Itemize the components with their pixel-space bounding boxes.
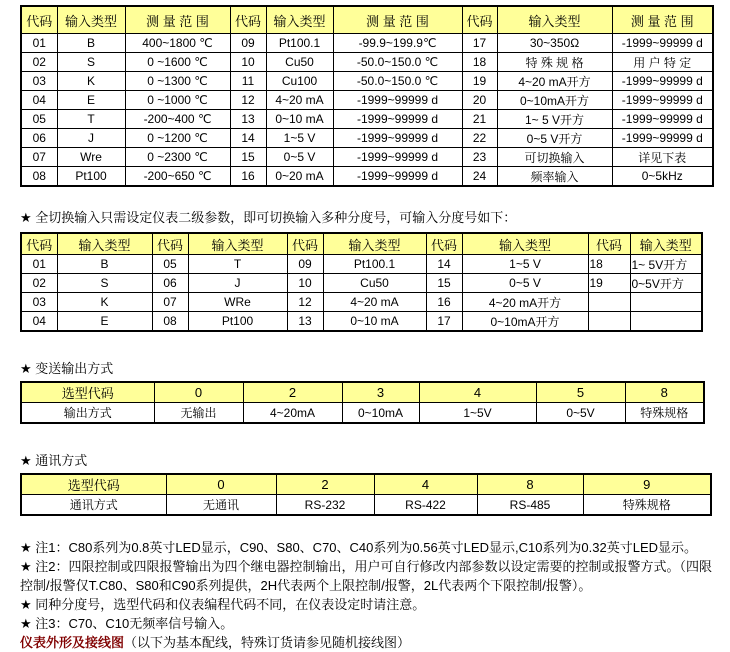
table-cell: 11 xyxy=(230,72,266,91)
header-cell: 代码 xyxy=(230,6,266,34)
switchable-input-note: ★ 全切换输入只需设定仪表二级参数，即可切换输入多种分度号，可输入分度号如下： xyxy=(20,210,517,225)
table-cell: 09 xyxy=(287,255,323,274)
table-cell: -1999~99999 d xyxy=(333,129,462,148)
table-cell: 19 xyxy=(588,274,630,293)
table-cell: K xyxy=(57,293,152,312)
table-row xyxy=(21,293,702,312)
table-cell: 400~1800 ℃ xyxy=(125,34,230,53)
header-cell: 2 xyxy=(243,382,342,403)
communication-table xyxy=(20,473,712,516)
table-cell: 详见下表 xyxy=(612,148,713,167)
table-cell: -1999~99999 d xyxy=(333,167,462,187)
table-cell: 0 ~1600 ℃ xyxy=(125,53,230,72)
table-cell: 01 xyxy=(21,34,57,53)
table-cell: RS-232 xyxy=(276,495,374,516)
table-cell: 30~350Ω xyxy=(497,34,612,53)
table-cell: 0 ~2300 ℃ xyxy=(125,148,230,167)
table-cell: 0 ~1300 ℃ xyxy=(125,72,230,91)
table-cell: 13 xyxy=(230,110,266,129)
table-cell: Wre xyxy=(57,148,125,167)
table-header-row xyxy=(21,6,713,34)
table-cell: 17 xyxy=(426,312,462,332)
table-cell xyxy=(630,312,702,332)
table-cell: T xyxy=(188,255,287,274)
table-cell: Pt100.1 xyxy=(266,34,333,53)
table-cell: 特 殊 规 格 xyxy=(497,53,612,72)
table-cell: 04 xyxy=(21,312,57,332)
note-1: ★ 注1：C80系列为0.8英寸LED显示，C90、S80、C70、C40系列为0.56英寸LED显示,C10系列为0.32英寸LED显示。 xyxy=(20,540,698,555)
transmit-output-section-title: ★ 变送输出方式 xyxy=(20,361,114,376)
header-cell: 代码 xyxy=(287,233,323,255)
table-row xyxy=(21,274,702,293)
table-cell: 13 xyxy=(287,312,323,332)
table-cell: 无输出 xyxy=(154,403,243,424)
table-cell: J xyxy=(57,129,125,148)
header-cell: 输入类型 xyxy=(497,6,612,34)
table-cell: 通讯方式 xyxy=(21,495,166,516)
table-cell: 06 xyxy=(21,129,57,148)
table-cell: -1999~99999 d xyxy=(612,91,713,110)
table-cell: 0 ~1000 ℃ xyxy=(125,91,230,110)
table-cell: T xyxy=(57,110,125,129)
table-cell: 05 xyxy=(152,255,188,274)
table-cell: 10 xyxy=(287,274,323,293)
table-cell: 07 xyxy=(152,293,188,312)
table-cell: -50.0~150.0 ℃ xyxy=(333,53,462,72)
table-cell: Pt100 xyxy=(57,167,125,187)
table-cell: 输出方式 xyxy=(21,403,154,424)
table-cell: S xyxy=(57,53,125,72)
header-cell: 选型代码 xyxy=(21,474,166,495)
table-cell: 03 xyxy=(21,293,57,312)
table-cell: 18 xyxy=(462,53,497,72)
note-4: ★ 注3：C70、C10无频率信号输入。 xyxy=(20,616,234,631)
switchable-input-table xyxy=(20,232,703,332)
table-cell: -1999~99999 d xyxy=(333,91,462,110)
table-cell: 09 xyxy=(230,34,266,53)
table-cell: 01 xyxy=(21,255,57,274)
wiring-diagram-heading-note: （以下为基本配线，特殊订货请参见随机接线图） xyxy=(124,635,411,650)
table-row xyxy=(21,129,713,148)
table-cell: 可切换输入 xyxy=(497,148,612,167)
table-cell: 12 xyxy=(230,91,266,110)
table-cell: 23 xyxy=(462,148,497,167)
header-cell: 代码 xyxy=(152,233,188,255)
header-cell: 4 xyxy=(374,474,477,495)
table-cell: WRe xyxy=(188,293,287,312)
table-cell: 0~10mA开方 xyxy=(497,91,612,110)
table-cell: -50.0~150.0 ℃ xyxy=(333,72,462,91)
table-cell: 1~ 5V开方 xyxy=(630,255,702,274)
transmit-output-table xyxy=(20,381,705,424)
table-cell: 1~5 V xyxy=(266,129,333,148)
wiring-diagram-heading-line xyxy=(20,633,720,652)
header-cell: 测 量 范 围 xyxy=(333,6,462,34)
table-row xyxy=(21,110,713,129)
table-cell: 06 xyxy=(152,274,188,293)
table-row xyxy=(21,53,713,72)
table-cell: K xyxy=(57,72,125,91)
table-cell: -99.9~199.9℃ xyxy=(333,34,462,53)
table-cell xyxy=(588,312,630,332)
table-cell: B xyxy=(57,255,152,274)
table-cell: B xyxy=(57,34,125,53)
header-cell: 输入类型 xyxy=(57,233,152,255)
note-3: ★ 同种分度号，选型代码和仪表编程代码不同，在仪表设定时请注意。 xyxy=(20,597,426,612)
table-cell: S xyxy=(57,274,152,293)
table-cell: 0~5kHz xyxy=(612,167,713,187)
header-cell: 测 量 范 围 xyxy=(125,6,230,34)
header-cell: 输入类型 xyxy=(323,233,426,255)
table-cell: 14 xyxy=(426,255,462,274)
header-cell: 选型代码 xyxy=(21,382,154,403)
header-cell: 输入类型 xyxy=(188,233,287,255)
header-cell: 代码 xyxy=(21,233,57,255)
table-cell: 10 xyxy=(230,53,266,72)
table-cell: 1~5 V xyxy=(462,255,588,274)
table-row xyxy=(21,72,713,91)
header-cell: 0 xyxy=(166,474,276,495)
table-row xyxy=(21,255,702,274)
table-cell: 16 xyxy=(230,167,266,187)
table-cell: 4~20 mA xyxy=(323,293,426,312)
table-cell: 0~10 mA xyxy=(266,110,333,129)
header-cell: 8 xyxy=(477,474,583,495)
table-row xyxy=(21,403,704,424)
table-cell: 特殊规格 xyxy=(583,495,711,516)
table-row xyxy=(21,167,713,187)
table-cell: 0~20 mA xyxy=(266,167,333,187)
table-cell: 02 xyxy=(21,53,57,72)
table-header-row xyxy=(21,382,704,403)
table-cell: -200~400 ℃ xyxy=(125,110,230,129)
table-cell: 03 xyxy=(21,72,57,91)
table-cell xyxy=(630,293,702,312)
header-cell: 代码 xyxy=(21,6,57,34)
header-cell: 9 xyxy=(583,474,711,495)
table-cell: 4~20 mA xyxy=(266,91,333,110)
table-cell: 08 xyxy=(21,167,57,187)
table-cell: 0~5V xyxy=(536,403,625,424)
table-cell: 4~20 mA开方 xyxy=(497,72,612,91)
table-cell: RS-485 xyxy=(477,495,583,516)
table-cell: RS-422 xyxy=(374,495,477,516)
table-cell: 特殊规格 xyxy=(625,403,704,424)
header-cell: 测 量 范 围 xyxy=(612,6,713,34)
table-cell: 12 xyxy=(287,293,323,312)
table-row xyxy=(21,495,711,516)
input-type-table xyxy=(20,5,714,187)
table-cell: 频率输入 xyxy=(497,167,612,187)
table-cell: 19 xyxy=(462,72,497,91)
table-cell: 用 户 特 定 xyxy=(612,53,713,72)
table-cell: 02 xyxy=(21,274,57,293)
table-row xyxy=(21,34,713,53)
table-cell: 20 xyxy=(462,91,497,110)
table-cell: E xyxy=(57,91,125,110)
table-cell: 18 xyxy=(588,255,630,274)
table-cell: J xyxy=(188,274,287,293)
table-cell: 15 xyxy=(426,274,462,293)
table-cell: 1~5V xyxy=(419,403,536,424)
communication-section-title: ★ 通讯方式 xyxy=(20,453,88,468)
table-cell: -1999~99999 d xyxy=(612,34,713,53)
table-cell: 08 xyxy=(152,312,188,332)
table-row xyxy=(21,312,702,332)
table-cell: 07 xyxy=(21,148,57,167)
table-cell: 22 xyxy=(462,129,497,148)
table-cell: 0~10 mA xyxy=(323,312,426,332)
table-cell: -200~650 ℃ xyxy=(125,167,230,187)
table-header-row xyxy=(21,474,711,495)
table-cell: 14 xyxy=(230,129,266,148)
table-cell xyxy=(588,293,630,312)
table-cell: 0~10mA开方 xyxy=(462,312,588,332)
table-cell: -1999~99999 d xyxy=(612,110,713,129)
table-cell: 0~5 V xyxy=(266,148,333,167)
header-cell: 0 xyxy=(154,382,243,403)
table-cell: 24 xyxy=(462,167,497,187)
table-cell: 无通讯 xyxy=(166,495,276,516)
header-cell: 2 xyxy=(276,474,374,495)
table-header-row xyxy=(21,233,702,255)
table-cell: Cu50 xyxy=(266,53,333,72)
table-cell: 05 xyxy=(21,110,57,129)
table-cell: -1999~99999 d xyxy=(612,129,713,148)
table-cell: 1~ 5 V开方 xyxy=(497,110,612,129)
header-cell: 代码 xyxy=(462,6,497,34)
header-cell: 输入类型 xyxy=(57,6,125,34)
table-cell: -1999~99999 d xyxy=(612,72,713,91)
header-cell: 代码 xyxy=(588,233,630,255)
table-row xyxy=(21,148,713,167)
table-cell: Cu100 xyxy=(266,72,333,91)
table-cell: 0~10mA xyxy=(342,403,419,424)
table-cell: -1999~99999 d xyxy=(333,148,462,167)
table-cell: 4~20mA xyxy=(243,403,342,424)
wiring-diagram-heading: 仪表外形及接线图 xyxy=(20,635,125,650)
header-cell: 代码 xyxy=(426,233,462,255)
footnotes xyxy=(20,538,720,652)
table-cell: 04 xyxy=(21,91,57,110)
table-cell: 17 xyxy=(462,34,497,53)
table-cell: 21 xyxy=(462,110,497,129)
table-cell: Pt100 xyxy=(188,312,287,332)
header-cell: 4 xyxy=(419,382,536,403)
header-cell: 输入类型 xyxy=(630,233,702,255)
table-row xyxy=(21,91,713,110)
header-cell: 3 xyxy=(342,382,419,403)
table-cell: Pt100.1 xyxy=(323,255,426,274)
note-2: ★ 注2：四限控制或四限报警输出为四个继电器控制输出，用户可自行修改内部参数以设定需要的控制或报警方式。（四限控制/报警仅T.C80、S80和C90系列提供，2H代表两个上限控制/报警，2L代表两个下限控制/报警）。 xyxy=(20,559,712,593)
header-cell: 5 xyxy=(536,382,625,403)
table-cell: 16 xyxy=(426,293,462,312)
header-cell: 8 xyxy=(625,382,704,403)
table-cell: Cu50 xyxy=(323,274,426,293)
table-cell: -1999~99999 d xyxy=(333,110,462,129)
table-cell: 0 ~1200 ℃ xyxy=(125,129,230,148)
table-cell: E xyxy=(57,312,152,332)
table-cell: 4~20 mA开方 xyxy=(462,293,588,312)
table-cell: 15 xyxy=(230,148,266,167)
table-cell: 0~5 V xyxy=(462,274,588,293)
table-cell: 0~5 V开方 xyxy=(497,129,612,148)
header-cell: 输入类型 xyxy=(266,6,333,34)
table-cell: 0~5V开方 xyxy=(630,274,702,293)
header-cell: 输入类型 xyxy=(462,233,588,255)
